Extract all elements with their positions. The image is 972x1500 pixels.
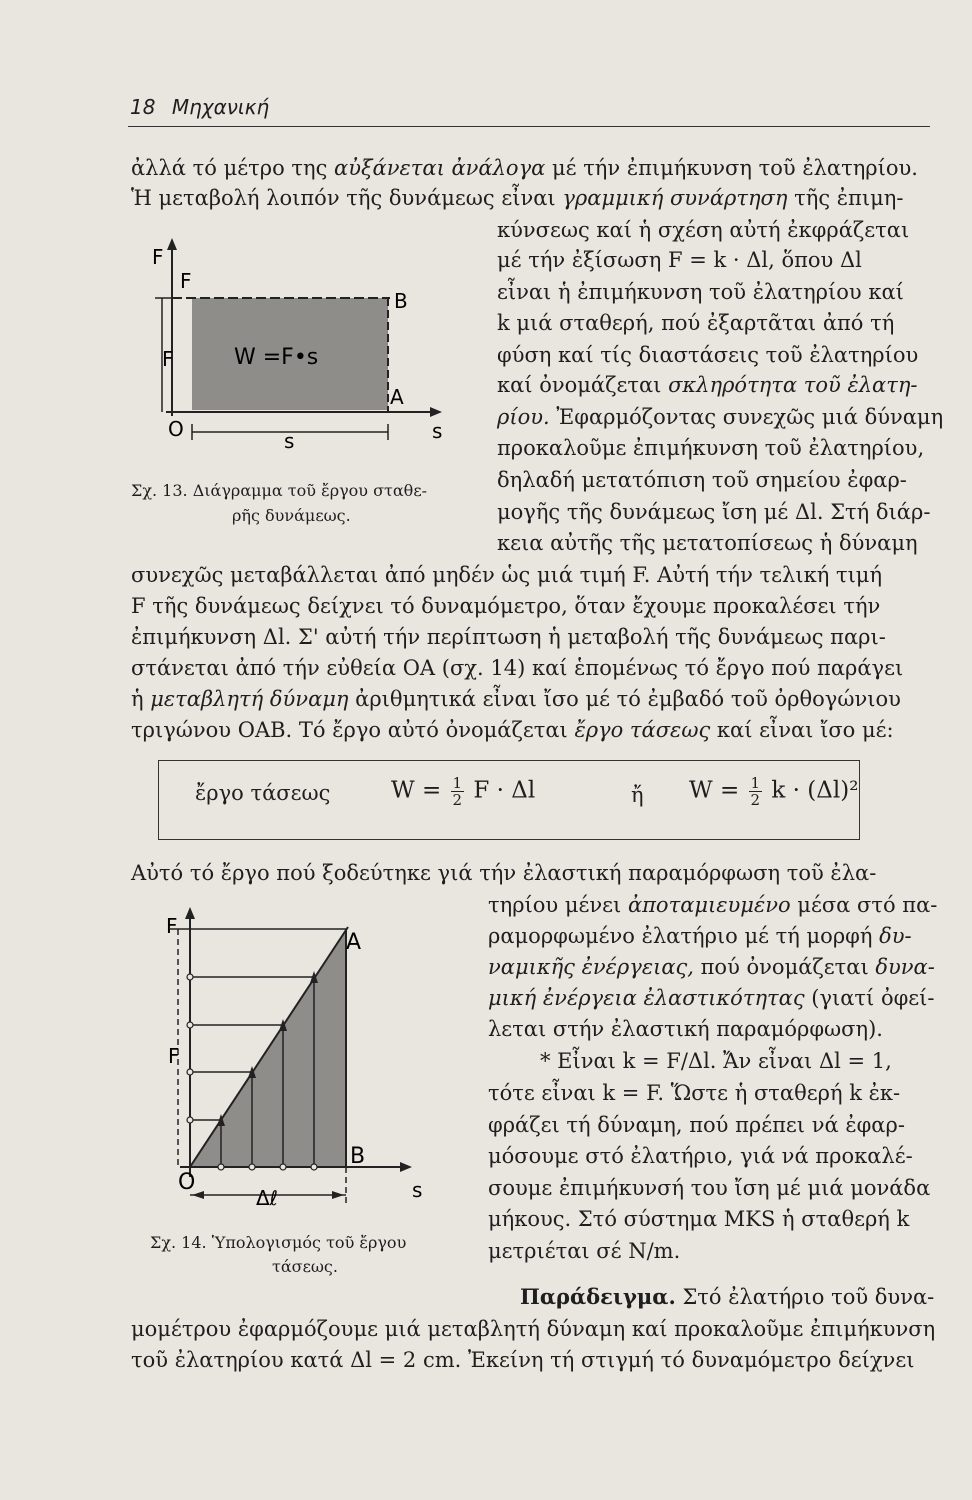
text-line-text: φύση καί τίς διαστάσεις τοῦ ἐλατηρίου <box>497 343 919 367</box>
text-line-rest: (γιατί ὀφεί- <box>804 986 935 1010</box>
text-line-text: μέ τήν ἐξίσωση F = k · Δl, ὅπου Δl <box>497 248 862 272</box>
text-line <box>497 528 918 558</box>
fig13-caption-1: Σχ. 13. Διάγραμμα τοῦ ἔργου σταθε- <box>131 481 428 500</box>
text-line <box>497 370 918 400</box>
eq2-den: 2 <box>750 791 761 809</box>
eq1-rhs: F · Δl <box>473 777 536 804</box>
text-line-em: μική ἐνέργεια ἐλαστικότητας <box>488 986 805 1010</box>
eq1-fraction <box>451 775 465 808</box>
text-line-rest: καί εἶναι ἴσο μέ: <box>710 718 894 742</box>
fig14-label-dl: Δℓ <box>256 1186 278 1210</box>
text-line-rest: Στό ἐλατήριο τοῦ δυνα- <box>675 1285 935 1309</box>
header-rule <box>128 126 930 127</box>
text-line-text: ραμορφωμένο ἐλατήριο μέ τή μορφή <box>488 924 880 948</box>
text-line-text: μογῆς τῆς δυνάμεως ἴση μέ Δl. Στή διάρ- <box>497 500 931 524</box>
text-line-text: κεια αὐτῆς τῆς μετατοπίσεως ἡ δύναμη <box>497 531 918 555</box>
text-line <box>497 245 862 275</box>
formula-box <box>158 760 860 840</box>
fig14-label-s: s <box>412 1178 423 1202</box>
eq2-lhs: W = <box>689 777 740 804</box>
text-line-text: καί ὀνομάζεται <box>497 373 669 397</box>
text-line-text: ἀλλά τό μέτρο της <box>131 156 335 180</box>
text-line-text: μήκους. Στό σύστημα MKS ἡ σταθερή k <box>488 1207 910 1231</box>
text-line-rest: τῆς ἐπιμη- <box>787 186 904 210</box>
text-line <box>488 983 935 1013</box>
text-line <box>488 1110 905 1140</box>
eq1-lhs: W = <box>391 777 442 804</box>
fig13-label-F-side: F <box>162 347 174 371</box>
text-line-rest: ἀριθμητικά εἶναι ἴσο μέ τό ἐμβαδό τοῦ ὀρθογώνιου <box>348 687 901 711</box>
text-line <box>488 1236 680 1266</box>
text-line <box>131 653 903 683</box>
text-line <box>497 433 924 463</box>
text-line-em: ρίου. <box>497 405 550 429</box>
text-line <box>497 308 894 338</box>
fig14-caption-2: τάσεως. <box>272 1257 338 1276</box>
text-line-text: τριγώνου ΟΑΒ. Τό ἔργο αὐτό ὀνομάζεται <box>131 718 575 742</box>
page-header <box>130 95 930 119</box>
formula-eq2 <box>689 775 858 808</box>
s-axis-arrow <box>400 1162 412 1172</box>
fig14-caption-1: Σχ. 14. Ὑπολογισμός τοῦ ἔργου <box>150 1233 407 1252</box>
text-line <box>488 921 912 951</box>
text-line <box>497 215 909 245</box>
text-line-text: Αὐτό τό ἔργο πού ξοδεύτηκε γιά τήν ἐλαστική παραμόρφωση τοῦ ἐλα- <box>131 861 877 885</box>
fig13-caption-2: ρῆς δυνάμεως. <box>232 506 351 525</box>
text-line <box>131 591 880 621</box>
fig13-label-O: O <box>168 417 184 441</box>
fig14-label-F-axis: F <box>166 914 178 938</box>
text-line <box>488 1141 913 1171</box>
formula-label: ἔργο τάσεως <box>195 781 331 805</box>
text-line <box>497 277 904 307</box>
text-line-text: τηρίου μένει <box>488 893 628 917</box>
text-line <box>488 1173 930 1203</box>
text-line-em: ἔργο τάσεως <box>574 718 711 742</box>
fig14-label-B: B <box>350 1144 366 1169</box>
text-line-text: τότε εἶναι k = F. Ὥστε ἡ σταθερή k ἐκ- <box>488 1081 901 1105</box>
fig14-label-O: O <box>178 1170 196 1195</box>
text-line-em: ναμικῆς ἐνέργειας, <box>488 955 694 979</box>
text-line-text: * Εἶναι k = F/Δl. Ἄν εἶναι Δl = 1, <box>540 1049 892 1073</box>
eq2-rhs: k · (Δl)² <box>771 777 859 804</box>
text-line-text: εἶναι ἡ ἐπιμήκυνση τοῦ ἐλατηρίου καί <box>497 280 904 304</box>
fig13-label-F-top: F <box>180 269 192 293</box>
text-line-text: k μιά σταθερή, πού ἐξαρτᾶται ἀπό τή <box>497 311 895 335</box>
eq1-den: 2 <box>452 791 463 809</box>
text-line <box>497 497 930 527</box>
fig13-label-s-dim: s <box>284 429 295 453</box>
text-line-rest: μέ τήν ἐπιμήκυνση τοῦ ἐλατηρίου. <box>545 156 918 180</box>
fig13-label-B: B <box>394 289 408 313</box>
section-title: Μηχανική <box>171 95 270 119</box>
text-line <box>540 1046 892 1076</box>
text-line <box>131 183 903 213</box>
text-line-em: αὐξάνεται ἀνάλογα <box>334 156 546 180</box>
text-line-text: κύνσεως καί ἡ σχέση αὐτή ἐκφράζεται <box>497 218 910 242</box>
text-line-text: συνεχῶς μεταβάλλεται ἀπό μηδέν ὡς μιά τιμή F. Αὐτή τήν τελική τιμή <box>131 563 883 587</box>
text-line-text: στάνεται ἀπό τήν εὐθεία ΟΑ (σχ. 14) καί ἑπομένως τό ἔργο πού παράγει <box>131 656 904 680</box>
eq2-fraction <box>749 775 763 808</box>
text-line <box>520 1282 934 1312</box>
text-line-text: φράζει τή δύναμη, πού πρέπει νά ἐφαρ- <box>488 1113 905 1137</box>
text-line-text: δηλαδή μετατόπιση τοῦ σημείου ἐφαρ- <box>497 468 907 492</box>
text-line-em: σκληρότητα τοῦ ἐλατη- <box>668 373 918 397</box>
text-line <box>488 1078 900 1108</box>
dl-arrow-right <box>332 1191 344 1199</box>
text-line <box>131 560 882 590</box>
text-line-strong: Παράδειγμα. <box>520 1284 676 1309</box>
text-line-text: λεται στήν ἐλαστική παραμόρφωση). <box>488 1017 883 1041</box>
text-line <box>131 684 901 714</box>
eq2-num: 1 <box>750 774 761 792</box>
formula-eq1 <box>391 775 535 808</box>
text-line-text: τοῦ ἐλατηρίου κατά Δl = 2 cm. Ἐκείνη τή στιγμή τό δυναμόμετρο δείχνει <box>131 1348 915 1372</box>
text-line-rest: μέσα στό πα- <box>790 893 938 917</box>
eq1-num: 1 <box>452 774 463 792</box>
s-axis-arrow <box>430 407 442 417</box>
fig14-label-F-side: F <box>168 1044 180 1068</box>
text-line <box>131 622 886 652</box>
fig13-label-A: A <box>390 385 404 409</box>
f-axis-arrow <box>167 238 177 250</box>
text-line-text: μομέτρου ἐφαρμόζουμε μιά μεταβλητή δύναμη καί προκαλοῦμε ἐπιμήκυνση <box>131 1317 936 1341</box>
text-line-text: μόσουμε στό ἐλατήριο, γιά νά προκαλέ- <box>488 1144 913 1168</box>
text-line-rest: Ἐφαρμόζοντας συνεχῶς μιά δύναμη <box>549 405 944 429</box>
text-line <box>131 1345 914 1375</box>
text-line <box>131 153 918 183</box>
text-line-em: ἀποταμιευμένο <box>627 893 791 917</box>
formula-or: ἤ <box>631 783 644 807</box>
text-line <box>488 952 935 982</box>
text-line-text: μετριέται σέ N/m. <box>488 1239 681 1263</box>
text-line-text: Ἡ μεταβολή λοιπόν τῆς δυνάμεως εἶναι <box>131 186 563 210</box>
figure-13 <box>150 238 470 458</box>
text-line-text: F τῆς δυνάμεως δείχνει τό δυναμόμετρο, ὅταν ἔχουμε προκαλέσει τήν <box>131 594 881 618</box>
text-line-rest: πού ὀνομάζεται <box>693 955 876 979</box>
text-line <box>131 1314 935 1344</box>
figure-14 <box>150 905 450 1215</box>
f-axis-arrow <box>185 907 195 919</box>
text-line <box>131 858 876 888</box>
text-line <box>497 340 918 370</box>
text-line-text: ἡ <box>131 687 151 711</box>
text-line-em: δυ- <box>879 924 912 948</box>
text-line <box>488 1204 909 1234</box>
text-line <box>131 715 894 745</box>
text-line-text: ἐπιμήκυνση Δl. Σ' αὐτή τήν περίπτωση ἡ μεταβολή τῆς δυνάμεως παρι- <box>131 625 886 649</box>
fig13-area-label: W =F•s <box>234 345 319 370</box>
text-line-em2: δυνα- <box>875 955 935 979</box>
fig14-label-A: A <box>346 930 362 955</box>
fig13-label-s-axis: s <box>432 419 443 443</box>
text-line-em: γραμμική συνάρτηση <box>562 186 788 210</box>
text-line <box>488 1014 883 1044</box>
text-line <box>497 402 943 432</box>
text-line <box>488 890 937 920</box>
text-line-em: μεταβλητή δύναμη <box>150 687 349 711</box>
text-line <box>497 465 907 495</box>
text-line-text: προκαλοῦμε ἐπιμήκυνση τοῦ ἐλατηρίου, <box>497 436 925 460</box>
text-line-text: σουμε ἐπιμήκυνσή του ἴση μέ μιά μονάδα <box>488 1176 931 1200</box>
page-number: 18 <box>130 95 156 119</box>
fig13-label-F-axis: F <box>152 245 164 269</box>
